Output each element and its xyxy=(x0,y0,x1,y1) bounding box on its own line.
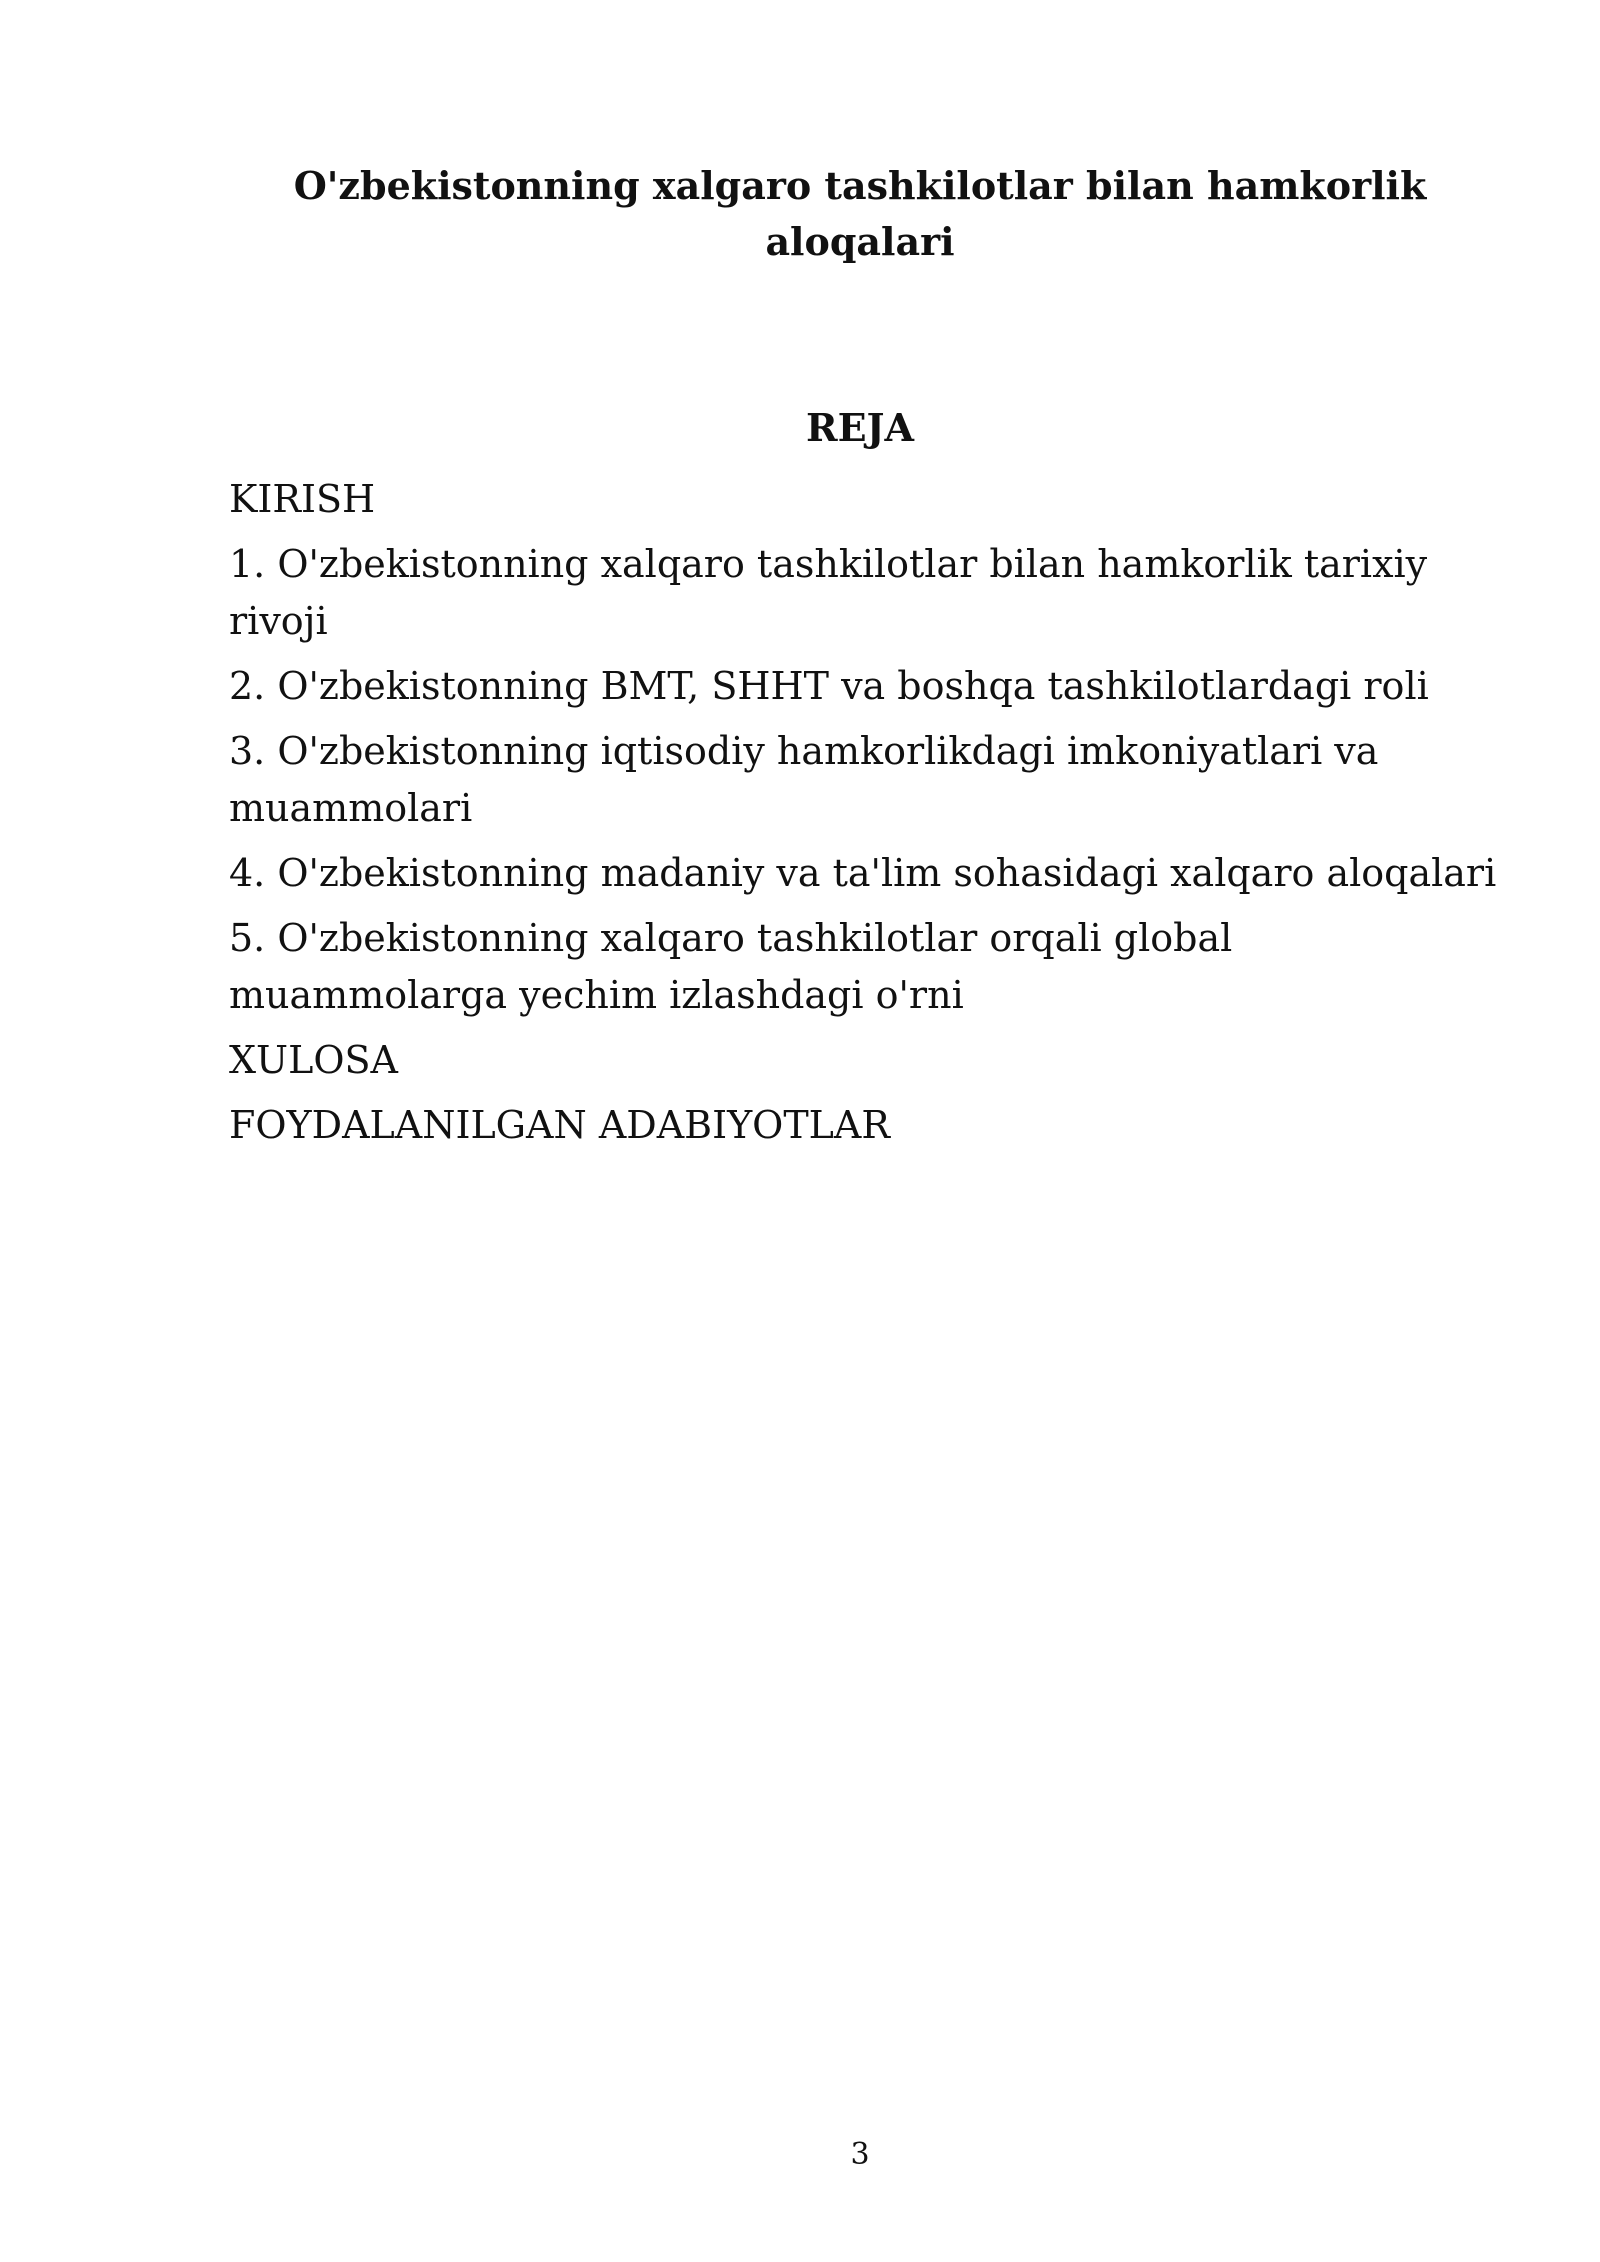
toc-item-conclusion: XULOSA xyxy=(229,1038,398,1082)
toc-item-3: 3. O'zbekistonning iqtisodiy hamkorlikdagi imkoniyatlari va muammolari xyxy=(229,729,1379,830)
plan-heading: REJA xyxy=(805,405,914,450)
table-of-contents xyxy=(229,471,1519,1162)
page-number: 3 xyxy=(850,2137,870,2172)
toc-item-5: 5. O'zbekistonning xalqaro tashkilotlar orqali global muammolarga yechim izlashdagi o'rni xyxy=(229,916,1233,1017)
toc-item-2: 2. O'zbekistonning BMT, SHHT va boshqa tashkilotlardagi roli xyxy=(229,664,1429,708)
toc-item-1: 1. O'zbekistonning xalqaro tashkilotlar bilan hamkorlik tarixiy rivoji xyxy=(229,542,1428,643)
toc-item-4: 4. O'zbekistonning madaniy va ta'lim sohasidagi xalqaro aloqalari xyxy=(229,851,1497,895)
document-title: O'zbekistonning xalgaro tashkilotlar bilan hamkorlik aloqalari xyxy=(293,163,1427,264)
toc-item-introduction: KIRISH xyxy=(229,477,376,521)
toc-item-references: FOYDALANILGAN ADABIYOTLAR xyxy=(229,1103,890,1147)
